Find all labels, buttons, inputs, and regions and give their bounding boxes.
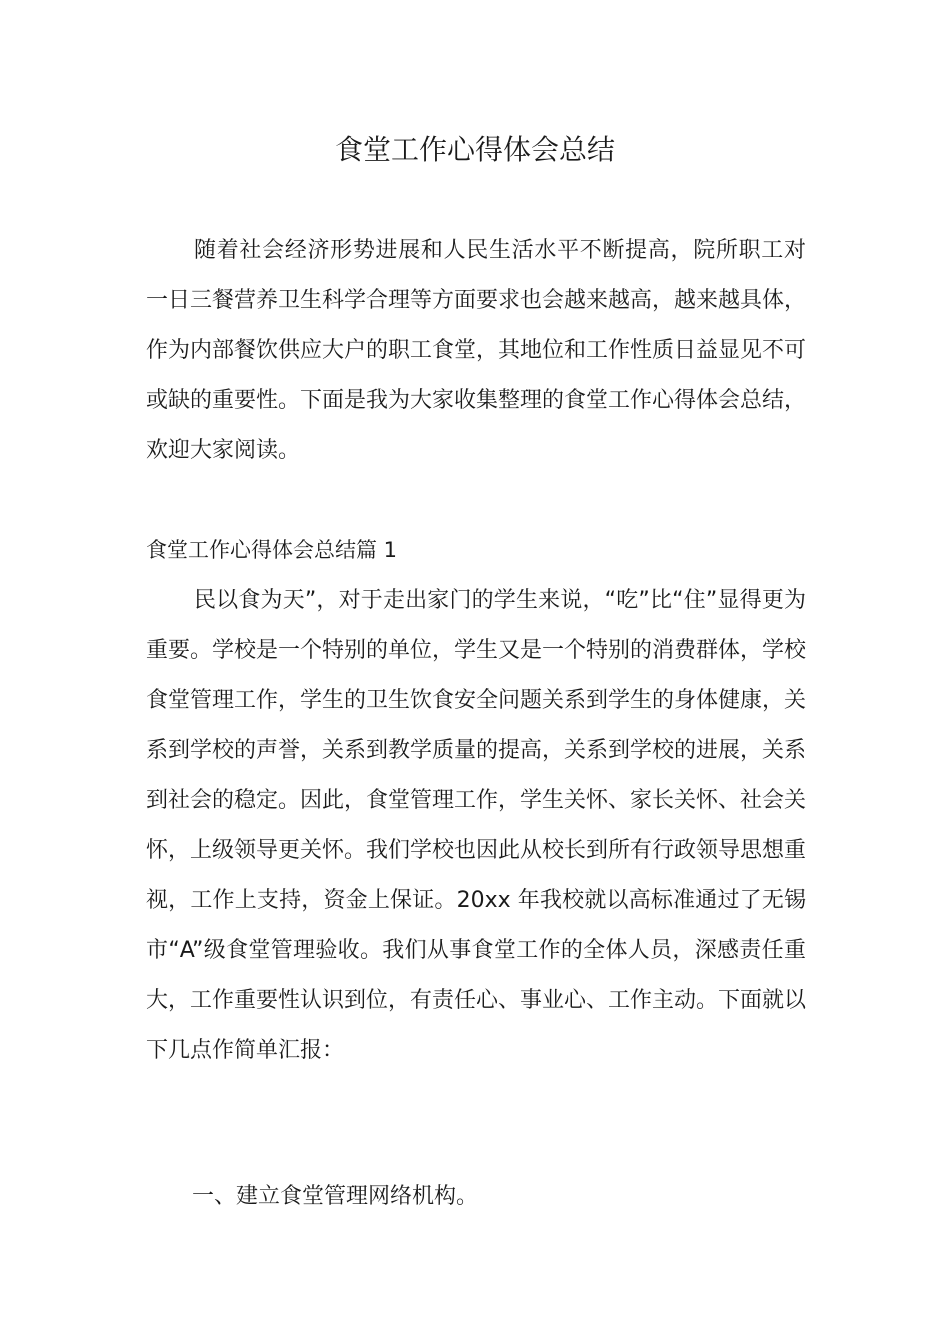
section-heading-one: 一、建立食堂管理网络机构。	[192, 1184, 479, 1209]
article-heading: 食堂工作心得体会总结篇 1	[146, 538, 398, 562]
document-title: 食堂工作心得体会总结	[334, 133, 615, 166]
article-body-paragraph: 民以食为天”，对于走出家门的学生来说，“吃”比“住”显得更为重要。学校是一个特别的单位，学生又是一个特别的消费群体，学校食堂管理工作，学生的卫生饮食安全问题关系到学生的身体健康，关系到学校的声誉，关系到教学质量的提高，关系到学校的进展，关系到社会的稳定。因此，食堂管理工作，学生关怀、家长关怀、社会关怀，上级领导更关怀。我们学校也因此从校长到所有行政领导思想重视，工作上支持，资金上保证。20xx 年我校就以高标准通过了无锡市“A”级食堂管理验收。我们从事食堂工作的全体人员，深感责任重大，工作重要性认识到位，有责任心、事业心、工作主动。下面就以下几点作简单汇报：	[146, 588, 807, 1063]
intro-paragraph: 随着社会经济形势进展和人民生活水平不断提高，院所职工对一日三餐营养卫生科学合理等方面要求也会越来越高，越来越具体，作为内部餐饮供应大户的职工食堂，其地位和工作性质日益显见不可或缺的重要性。下面是我为大家收集整理的食堂工作心得体会总结，欢迎大家阅读。	[146, 238, 807, 463]
